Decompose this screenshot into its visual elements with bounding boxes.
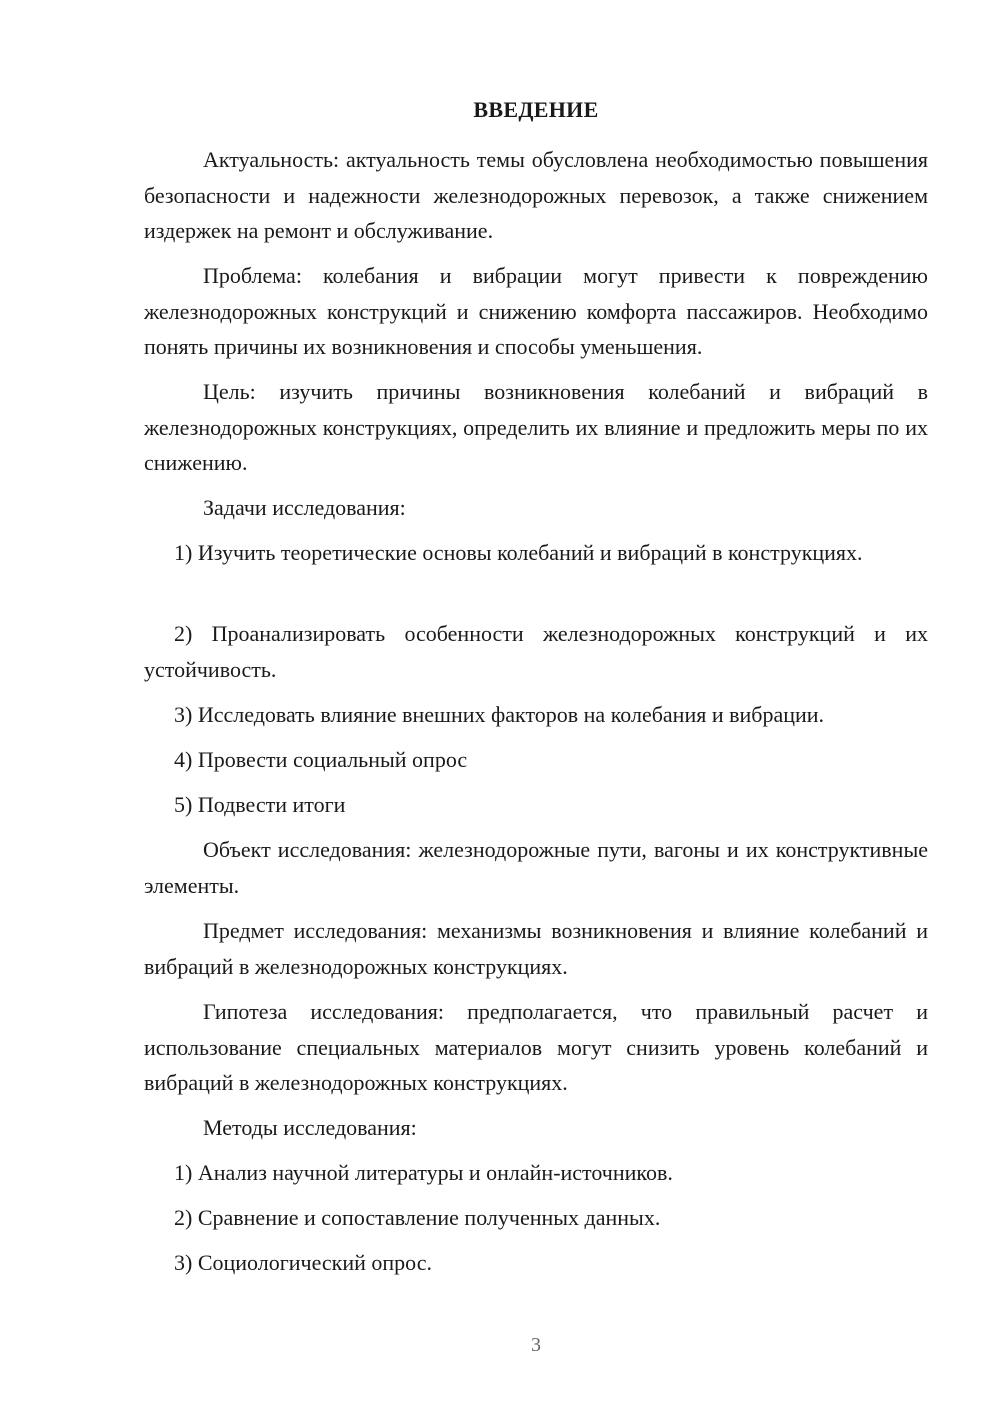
paragraph-object: Объект исследования: железнодорожные пути, вагоны и их конструктивные элементы. [144, 837, 928, 898]
task-item-1: 1) Изучить теоретические основы колебаний и вибраций в конструкциях. [174, 540, 863, 565]
paragraph-relevance: Актуальность: актуальность темы обусловлена необходимостью повышения безопасности и надежности железнодорожных перевозок, а также снижением издержек на ремонт и обслуживание. [144, 147, 928, 243]
method-item-2: 2) Сравнение и сопоставление полученных данных. [174, 1205, 661, 1230]
task-item-4: 4) Провести социальный опрос [174, 747, 468, 772]
paragraph-goal: Цель: изучить причины возникновения колебаний и вибраций в железнодорожных конструкциях, определить их влияние и предложить меры по их снижению. [144, 379, 928, 475]
method-item-1: 1) Анализ научной литературы и онлайн-источников. [174, 1160, 673, 1185]
task-item-2: 2) Проанализировать особенности железнодорожных конструкций и их устойчивость. [144, 621, 928, 682]
paragraph-problem: Проблема: колебания и вибрации могут привести к повреждению железнодорожных конструкций и снижению комфорта пассажиров. Необходимо понять причины их возникновения и способы уменьшения. [144, 263, 928, 359]
task-item-5: 5) Подвести итоги [174, 792, 346, 817]
tasks-heading: Задачи исследования: [203, 495, 406, 520]
method-item-3: 3) Социологический опрос. [174, 1250, 432, 1275]
page-number: 3 [531, 1334, 541, 1356]
methods-heading: Методы исследования: [203, 1115, 417, 1140]
paragraph-hypothesis: Гипотеза исследования: предполагается, что правильный расчет и использование специальных материалов могут снизить уровень колебаний и вибраций в железнодорожных конструкциях. [144, 999, 928, 1095]
paragraph-subject: Предмет исследования: механизмы возникновения и влияние колебаний и вибраций в железнодорожных конструкциях. [144, 918, 928, 979]
page-title: ВВЕДЕНИЕ [473, 97, 599, 122]
task-item-3: 3) Исследовать влияние внешних факторов на колебания и вибрации. [174, 702, 825, 727]
